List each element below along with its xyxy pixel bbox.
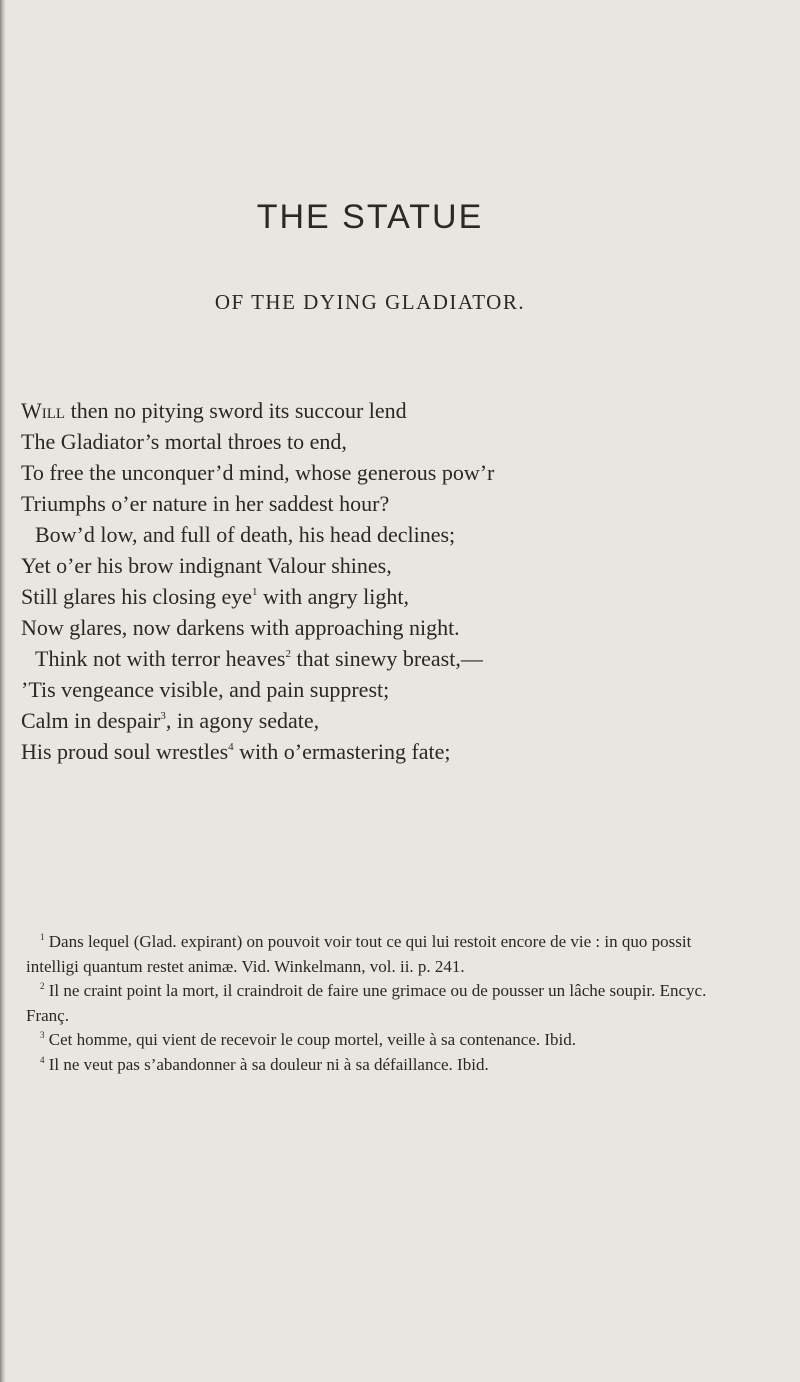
footnote-ref-3: 3 xyxy=(160,710,166,722)
footnote-ref-4: 4 xyxy=(228,741,234,753)
poem-line: Think not with terror heaves$^2$ that sinewy breast,— xyxy=(35,646,483,671)
footnote: $^1$ Dans lequel (Glad. expirant) on pouvoit voir tout ce qui lui restoit encore de vie : in quo possit intelligi quantum restet animæ. Vid. Winkelmann, vol. ii. p. 241. xyxy=(26,932,692,976)
footnotes xyxy=(26,930,716,1077)
footnote: $^2$ Il ne craint point la mort, il craindroit de faire une grimace ou de pousser un lâche soupir. Encyc. Franç. xyxy=(26,981,707,1025)
footnote-mark: 1 xyxy=(40,932,45,942)
poem-line: Will then no pitying sword its succour lend xyxy=(21,398,407,423)
footnote-ref-2: 2 xyxy=(285,648,291,660)
footnote: $^4$ Il ne veut pas s’abandonner à sa douleur ni à sa défaillance. Ibid. xyxy=(40,1054,489,1074)
poem-line: His proud soul wrestles$^4$ with o’ermastering fate; xyxy=(21,739,451,764)
poem-line: Triumphs o’er nature in her saddest hour? xyxy=(21,491,390,516)
poem-line: Still glares his closing eye$^1$ with angry light, xyxy=(21,584,410,609)
poem-line: Now glares, now darkens with approaching night. xyxy=(21,615,460,640)
footnote-mark: 2 xyxy=(40,981,45,991)
poem-line: The Gladiator’s mortal throes to end, xyxy=(21,429,347,454)
poem-line: Yet o’er his brow indignant Valour shines, xyxy=(21,553,392,578)
footnote-mark: 3 xyxy=(40,1030,45,1040)
footnote-mark: 4 xyxy=(40,1054,45,1065)
poem-line: Bow’d low, and full of death, his head declines; xyxy=(35,522,456,547)
footnote-ref-1: 1 xyxy=(251,586,258,598)
footnote: $^3$ Cet homme, qui vient de recevoir le coup mortel, veille à sa contenance. Ibid. xyxy=(40,1030,577,1049)
poem-line: ’Tis vengeance visible, and pain supprest; xyxy=(21,677,390,702)
poem-body xyxy=(21,395,721,767)
poem-line: Calm in despair$^3$, in agony sedate, xyxy=(21,708,320,733)
poem-line: To free the unconquer’d mind, whose generous pow’r xyxy=(21,460,495,485)
poem-opening-word: Will xyxy=(21,398,66,423)
page-title: THE STATUE xyxy=(256,198,484,236)
page-subtitle: OF THE DYING GLADIATOR. xyxy=(214,290,526,314)
